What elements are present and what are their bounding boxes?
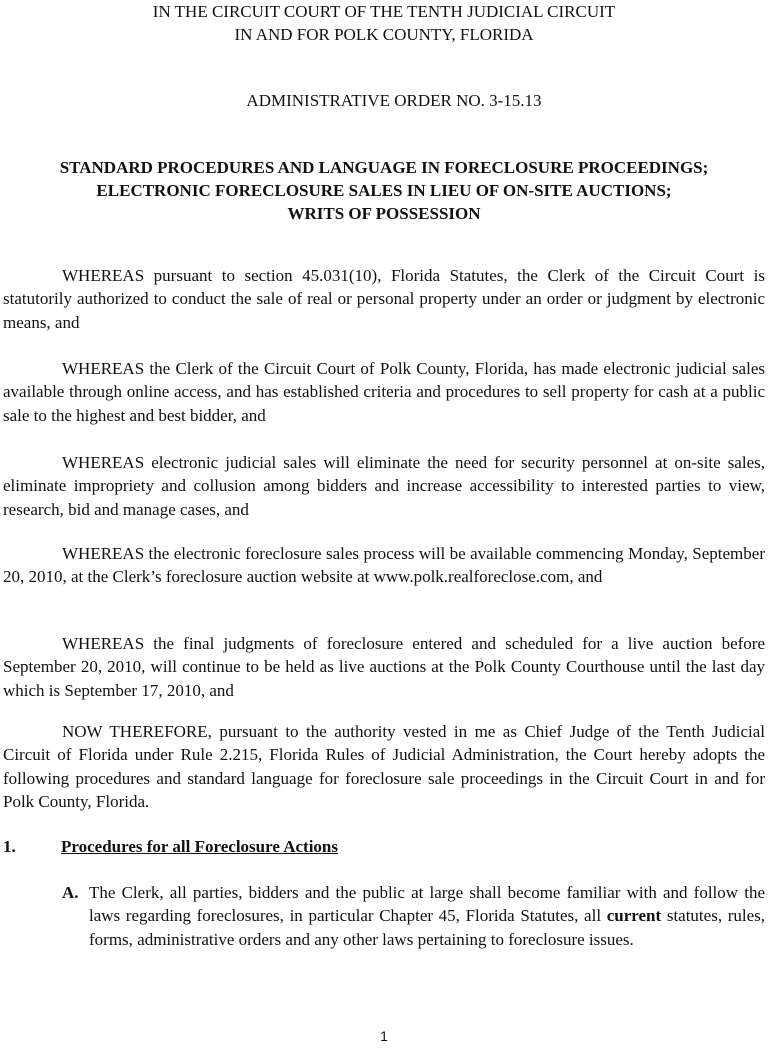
- section-1-heading: [3, 835, 338, 858]
- item-a-text-before: The Clerk, all parties, bidders and the public at large shall become familiar with and follow the laws regarding foreclosures, in particular Chapter 45, Florida Statutes, all: [89, 883, 765, 926]
- item-a-text: [89, 881, 765, 951]
- whereas-paragraph-2: WHEREAS the Clerk of the Circuit Court of Polk County, Florida, has made electronic judicial sales available through online access, and has established criteria and procedures to sell property for cash at a public sale to the highest and best bidder, and: [3, 359, 765, 425]
- item-a-emphasis: current: [606, 906, 662, 926]
- title-line-2: ELECTRONIC FORECLOSURE SALES IN LIEU OF ON-SITE AUCTIONS;: [96, 181, 672, 200]
- court-line-2: IN AND FOR POLK COUNTY, FLORIDA: [234, 25, 534, 44]
- order-number: ADMINISTRATIVE ORDER NO. 3-15.13: [246, 91, 542, 110]
- now-therefore-paragraph: NOW THEREFORE, pursuant to the authority vested in me as Chief Judge of the Tenth Judicial Circuit of Florida under Rule 2.215, Florida Rules of Judicial Administration, the Court hereby adopts the following procedures and standard language for foreclosure sale proceedings in the Circuit Court in and for Polk County, Florida.: [3, 722, 765, 812]
- order-title: [0, 156, 768, 225]
- section-1-item-a: [62, 881, 765, 951]
- page-number: 1: [380, 1028, 388, 1044]
- court-line-1: IN THE CIRCUIT COURT OF THE TENTH JUDICIAL CIRCUIT: [152, 2, 616, 21]
- whereas-paragraph-5: WHEREAS the final judgments of foreclosure entered and scheduled for a live auction before September 20, 2010, will continue to be held as live auctions at the Polk County Courthouse until the last day which is September 17, 2010, and: [3, 634, 765, 700]
- section-1-title: Procedures for all Foreclosure Actions: [61, 837, 338, 856]
- court-caption: [0, 0, 768, 46]
- item-a-letter: A.: [62, 883, 79, 902]
- item-a-text-after: statutes, rules, forms, administrative orders and any other laws pertaining to foreclosure issues.: [89, 906, 766, 949]
- title-line-3: WRITS OF POSSESSION: [287, 204, 481, 223]
- section-1-number: 1.: [3, 837, 16, 856]
- whereas-paragraph-4: WHEREAS the electronic foreclosure sales process will be available commencing Monday, September 20, 2010, at the Clerk’s foreclosure auction website at www.polk.realforeclose.com, and: [3, 544, 765, 587]
- whereas-paragraph-1: WHEREAS pursuant to section 45.031(10), Florida Statutes, the Clerk of the Circuit Court is statutorily authorized to conduct the sale of real or personal property under an order or judgment by electronic means, and: [3, 266, 765, 332]
- whereas-paragraph-3: WHEREAS electronic judicial sales will eliminate the need for security personnel at on-site sales, eliminate impropriety and collusion among bidders and increase accessibility to interested parties to view, research, bid and manage cases, and: [3, 453, 765, 519]
- title-line-1: STANDARD PROCEDURES AND LANGUAGE IN FORECLOSURE PROCEEDINGS;: [59, 158, 709, 177]
